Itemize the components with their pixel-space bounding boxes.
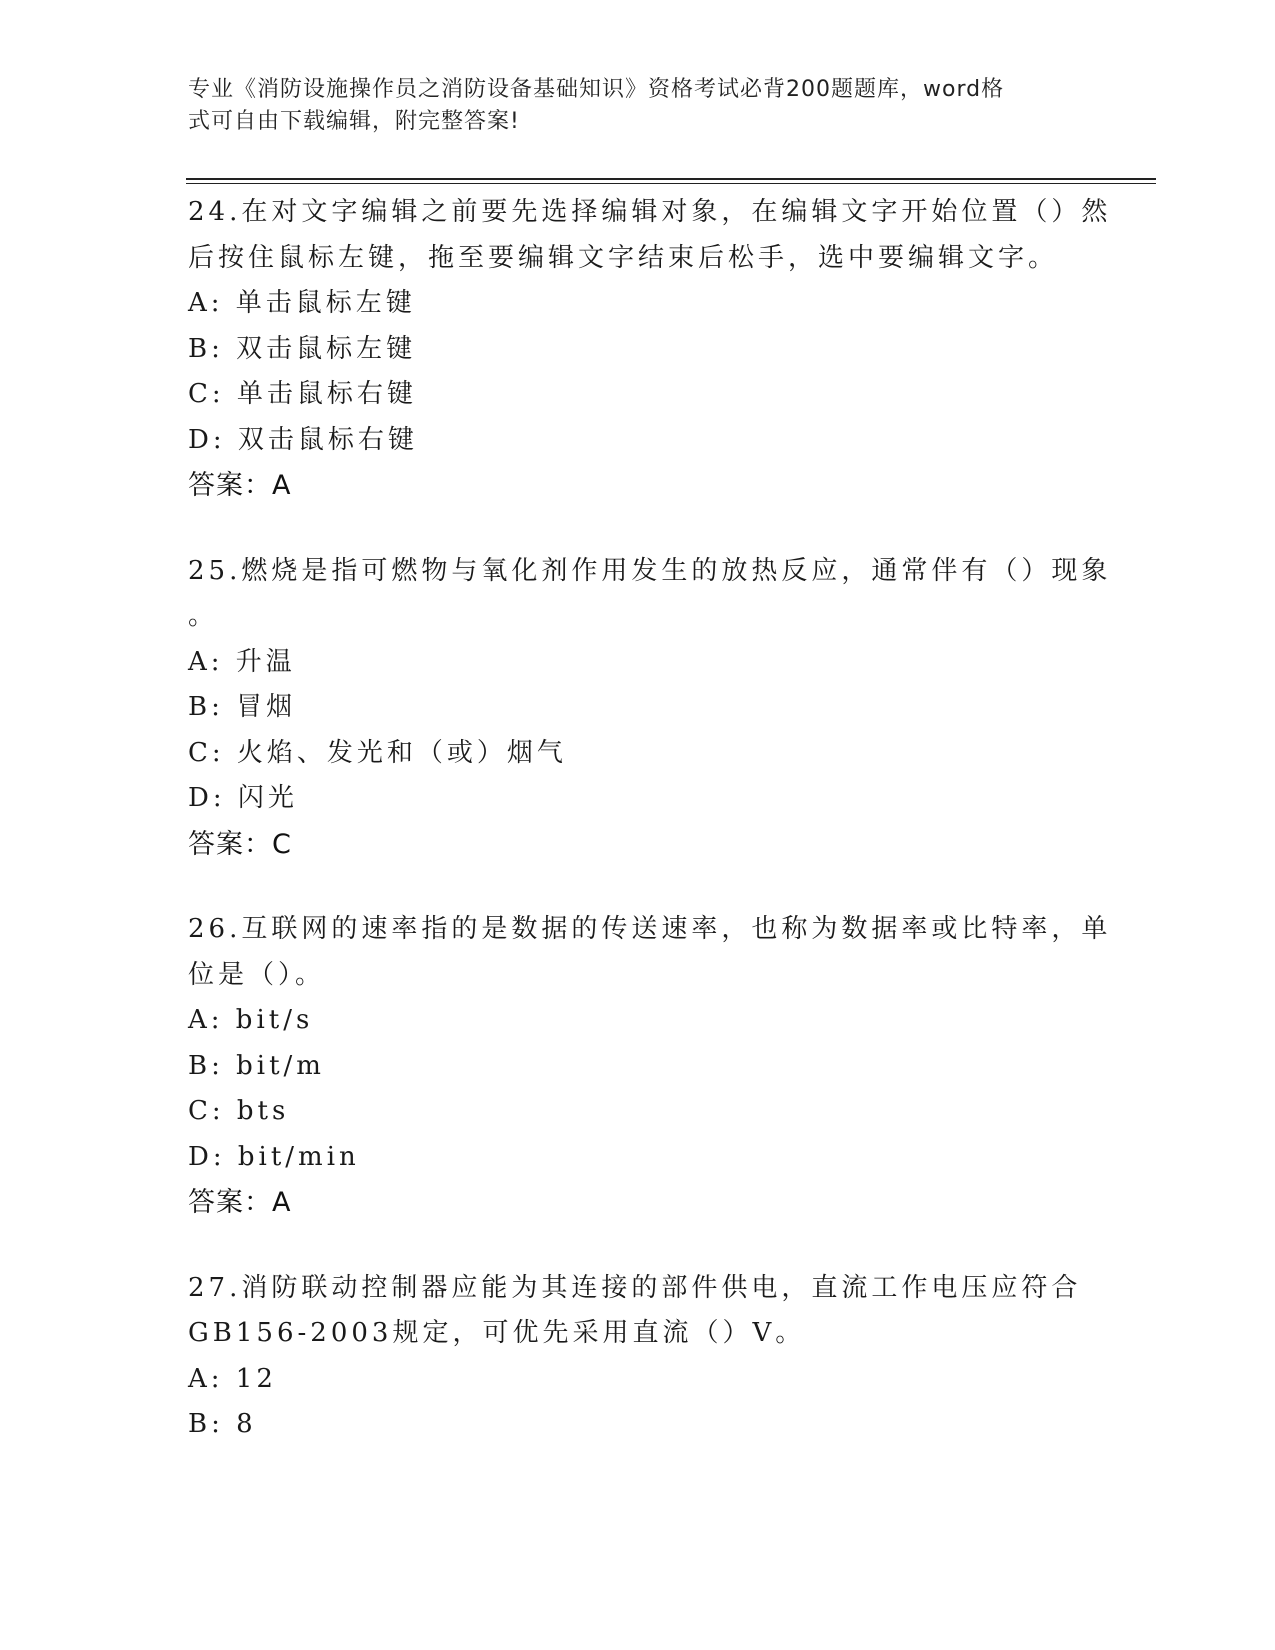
- question-27: [188, 1266, 1088, 1448]
- question-25: [188, 549, 1112, 868]
- question-26: [188, 907, 1112, 1226]
- question-stem-line: 27.消防联动控制器应能为其连接的部件供电，直流工作电压应符合: [188, 1272, 1082, 1303]
- question-stem-line: 25.燃烧是指可燃物与氧化剂作用发生的放热反应，通常伴有（）现象: [188, 555, 1112, 586]
- answer-label: 答案：C: [188, 828, 292, 860]
- document-header: [188, 74, 1068, 138]
- option-b: B: 双击鼠标左键: [188, 333, 417, 364]
- option-a: A: bit/s: [188, 1005, 314, 1035]
- option-a: A: 单击鼠标左键: [188, 288, 416, 318]
- answer-label: 答案：A: [188, 1187, 292, 1218]
- question-stem-line: 。: [188, 601, 219, 631]
- option-c: C: 火焰、发光和（或）烟气: [188, 737, 567, 768]
- header-intro-line-2: 式可自由下载编辑，附完整答案!: [188, 109, 520, 134]
- question-stem-line: 24.在对文字编辑之前要先选择编辑对象，在编辑文字开始位置（）然: [188, 197, 1112, 227]
- option-d: D: 双击鼠标右键: [188, 424, 418, 455]
- question-stem-line: 26.互联网的速率指的是数据的传送速率，也称为数据率或比特率，单: [188, 914, 1112, 944]
- option-a: A: 升温: [188, 646, 296, 677]
- question-list: [188, 190, 1112, 1488]
- option-b: B: bit/m: [188, 1050, 325, 1081]
- option-b: B: 8: [188, 1409, 257, 1439]
- question-24: [188, 190, 1112, 509]
- header-divider: [186, 178, 1156, 184]
- answer-label: 答案：A: [188, 470, 292, 501]
- header-intro-line-1: 专业《消防设施操作员之消防设备基础知识》资格考试必背200题题库，word格: [188, 77, 1005, 102]
- option-d: D: 闪光: [188, 783, 298, 813]
- question-stem-line: 后按住鼠标左键，拖至要编辑文字结束后松手，选中要编辑文字。: [188, 242, 1059, 273]
- option-c: C: 单击鼠标右键: [188, 379, 417, 409]
- option-a: A: 12: [188, 1363, 277, 1394]
- option-d: D: bit/min: [188, 1141, 360, 1172]
- option-c: C: bts: [188, 1096, 290, 1126]
- question-stem-line: GB156-2003规定，可优先采用直流（）V。: [188, 1318, 806, 1348]
- option-b: B: 冒烟: [188, 692, 297, 722]
- question-stem-line: 位是（）。: [188, 959, 326, 990]
